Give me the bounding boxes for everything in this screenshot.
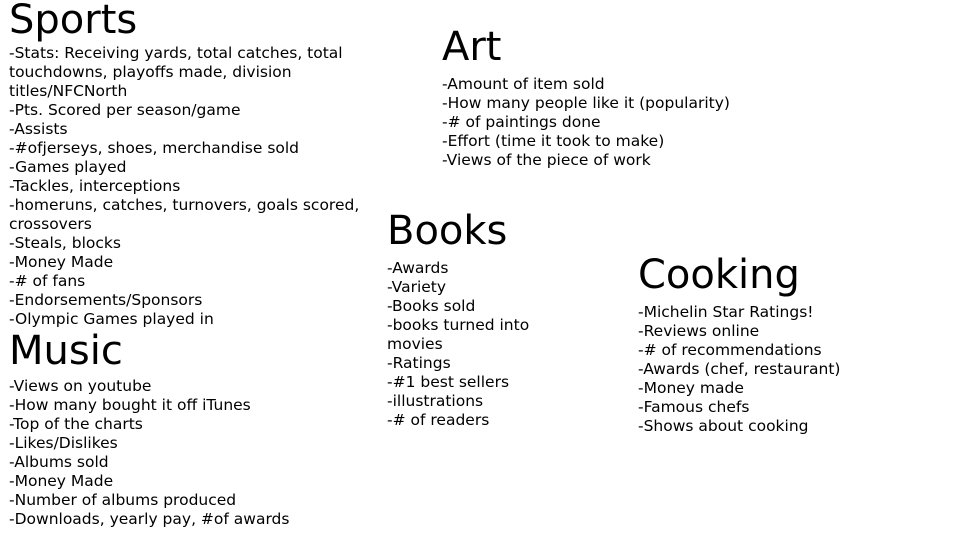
list-item: -books turned into movies: [387, 316, 530, 353]
list-item: -Likes/Dislikes: [9, 434, 118, 452]
music-section: [9, 328, 349, 529]
cooking-heading: Cooking: [638, 252, 800, 298]
sports-section: [9, 0, 369, 329]
books-section: [387, 208, 567, 430]
cooking-list: [638, 303, 938, 436]
list-item: -Pts. Scored per season/game: [9, 101, 241, 119]
list-item: -# of paintings done: [442, 113, 601, 131]
list-item: -Awards: [387, 259, 449, 277]
list-item: -Money made: [638, 379, 744, 397]
list-item: -# of readers: [387, 411, 490, 429]
sports-heading: Sports: [9, 0, 138, 43]
list-item: -Views of the piece of work: [442, 151, 651, 169]
art-list: [442, 75, 762, 170]
list-item: -Books sold: [387, 297, 476, 315]
list-item: -Steals, blocks: [9, 234, 121, 252]
list-item: -Downloads, yearly pay, #of awards: [9, 510, 290, 528]
list-item: -Endorsements/Sponsors: [9, 291, 203, 309]
list-item: -Reviews online: [638, 322, 760, 340]
list-item: -Awards (chef, restaurant): [638, 360, 841, 378]
list-item: -Assists: [9, 120, 68, 138]
books-list: [387, 259, 567, 430]
list-item: -Variety: [387, 278, 447, 296]
list-item: -Money Made: [9, 472, 114, 490]
list-item: -illustrations: [387, 392, 484, 410]
list-item: -How many people like it (popularity): [442, 94, 730, 112]
list-item: -#1 best sellers: [387, 373, 510, 391]
list-item: -Famous chefs: [638, 398, 750, 416]
list-item: -Effort (time it took to make): [442, 132, 665, 150]
books-heading: Books: [387, 208, 508, 254]
list-item: -How many bought it off iTunes: [9, 396, 251, 414]
list-item: -homeruns, catches, turnovers, goals scored, crossovers: [9, 196, 360, 233]
list-item: -Money Made: [9, 253, 114, 271]
list-item: -Shows about cooking: [638, 417, 809, 435]
cooking-section: [638, 252, 938, 436]
music-list: [9, 377, 349, 529]
list-item: -Top of the charts: [9, 415, 143, 433]
sports-list: [9, 44, 369, 329]
list-item: -Views on youtube: [9, 377, 152, 395]
music-heading: Music: [9, 328, 123, 374]
list-item: -Tackles, interceptions: [9, 177, 181, 195]
list-item: -Amount of item sold: [442, 75, 605, 93]
list-item: -# of recommendations: [638, 341, 822, 359]
list-item: -# of fans: [9, 272, 86, 290]
list-item: -Number of albums produced: [9, 491, 237, 509]
list-item: -Olympic Games played in: [9, 310, 214, 328]
list-item: -Michelin Star Ratings!: [638, 303, 814, 321]
list-item: -#ofjerseys, shoes, merchandise sold: [9, 139, 300, 157]
list-item: -Games played: [9, 158, 127, 176]
list-item: -Albums sold: [9, 453, 109, 471]
art-section: [442, 24, 762, 170]
list-item: -Ratings: [387, 354, 451, 372]
list-item: -Stats: Receiving yards, total catches, total touchdowns, playoffs made, division titles/NFCNorth: [9, 44, 343, 100]
art-heading: Art: [442, 24, 502, 70]
